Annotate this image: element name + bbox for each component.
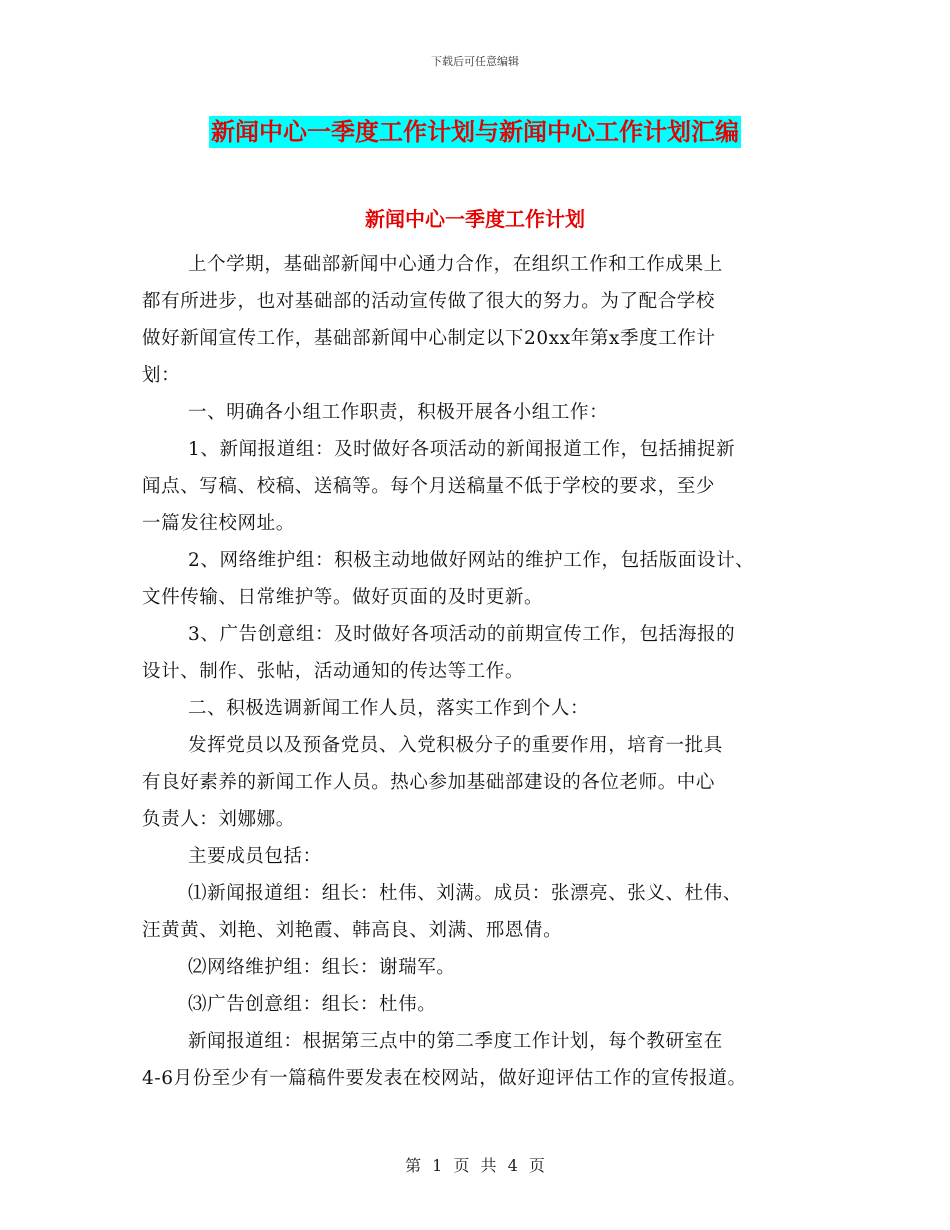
document-title [0,112,950,147]
paragraph-line: 文件传输、日常维护等。做好页面的及时更新。 [142,587,544,608]
paragraph-line: 划： [142,365,181,386]
paragraph-line: 做好新闻宣传工作，基础部新闻中心制定以下20xx年第x季度工作计 [142,328,716,349]
paragraph-line: 设计、制作、张帖，活动通知的传达等工作。 [142,661,525,682]
document-body [142,246,822,1097]
paragraph-line: 一、明确各小组工作职责，积极开展各小组工作： [188,402,609,423]
paragraph-line: 发挥党员以及预备党员、入党积极分子的重要作用，培育一批具 [188,735,723,756]
paragraph-line: 主要成员包括： [188,846,322,867]
paragraph-line: 2、网络维护组：积极主动地做好网站的维护工作，包括版面设计、 [188,550,755,571]
paragraph-line: ⑴新闻报道组：组长：杜伟、刘满。成员：张漂亮、张义、杜伟、 [188,883,742,904]
section-title: 新闻中心一季度工作计划 [365,207,585,231]
paragraph-line: 有良好素养的新闻工作人员。热心参加基础部建设的各位老师。中心 [142,772,716,793]
paragraph-line: 闻点、写稿、校稿、送稿等。每个月送稿量不低于学校的要求，至少 [142,476,716,497]
paragraph-line: 3、广告创意组：及时做好各项活动的前期宣传工作，包括海报的 [188,624,736,645]
paragraph-line: ⑶广告创意组：组长：杜伟。 [188,994,437,1015]
paragraph-line: 一篇发往校网址。 [142,513,295,534]
paragraph-line: 汪黄黄、刘艳、刘艳霞、韩高良、刘满、邢恩倩。 [142,920,563,941]
paragraph-line: ⑵网络维护组：组长：谢瑞军。 [188,957,456,978]
page-number: 第 1 页 共 4 页 [405,1156,545,1175]
document-title-text: 新闻中心一季度工作计划与新闻中心工作计划汇编 [211,118,739,146]
paragraph-line: 二、积极选调新闻工作人员，落实工作到个人： [188,698,590,719]
paragraph-line: 新闻报道组：根据第三点中的第二季度工作计划，每个教研室在 [188,1031,723,1052]
paragraph-line: 上个学期，基础部新闻中心通力合作，在组织工作和工作成果上 [188,254,723,275]
paragraph-line: 负责人：刘娜娜。 [142,809,295,830]
paragraph-line: 4-6月份至少有一篇稿件要发表在校网站，做好迎评估工作的宣传报道。 [142,1068,747,1089]
paragraph-line: 都有所进步，也对基础部的活动宣传做了很大的努力。为了配合学校 [142,291,716,312]
paragraph-line: 1、新闻报道组：及时做好各项活动的新闻报道工作，包括捕捉新 [188,439,736,460]
header-note: 下载后可任意编辑 [431,55,519,68]
